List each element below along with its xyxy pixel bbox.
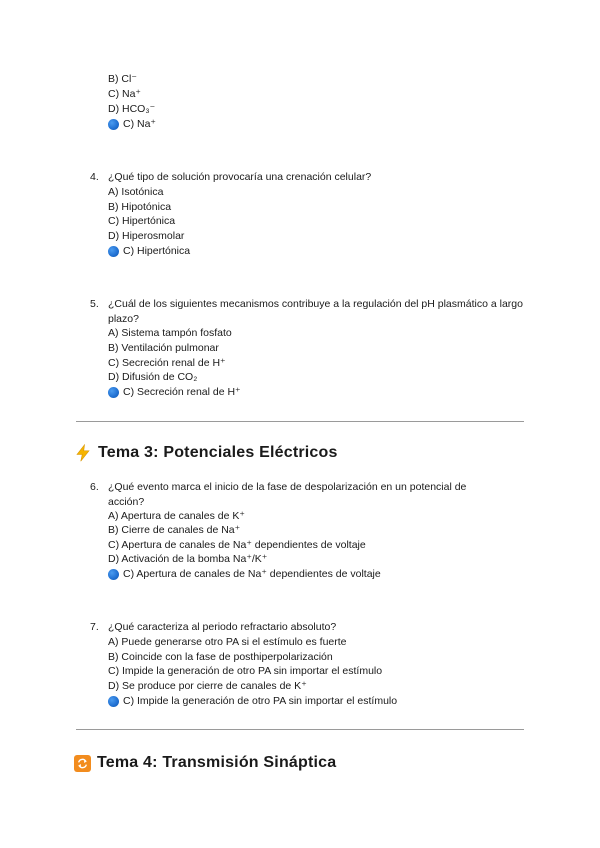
q6-option-c: C) Apertura de canales de Na⁺ dependientes de voltaje xyxy=(108,539,366,551)
q4-text: ¿Qué tipo de solución provocaría una crenación celular? xyxy=(108,171,372,183)
answer-dot-icon xyxy=(108,119,119,130)
q4-option-c: C) Hipertónica xyxy=(108,215,176,227)
q7-option-c: C) Impide la generación de otro PA sin importar el estímulo xyxy=(108,665,383,677)
q6-option-d: D) Activación de la bomba Na⁺/K⁺ xyxy=(108,553,268,565)
q5-number: 5. xyxy=(90,298,99,310)
q7-option-d: D) Se produce por cierre de canales de K⁺ xyxy=(108,680,307,692)
section-divider xyxy=(76,421,524,422)
section-divider xyxy=(76,729,524,730)
q3-answer xyxy=(108,117,156,131)
q5-option-c: C) Secreción renal de H⁺ xyxy=(108,357,226,369)
q4-answer-text: C) Hipertónica xyxy=(123,245,191,257)
section-title: Tema 4: Transmisión Sináptica xyxy=(97,754,337,771)
q3-option-d: D) HCO₃⁻ xyxy=(108,103,156,115)
q4-option-a: A) Isotónica xyxy=(108,186,164,198)
q7-answer xyxy=(108,694,397,708)
q6-option-b: B) Cierre de canales de Na⁺ xyxy=(108,524,241,536)
q3-answer-text: C) Na⁺ xyxy=(123,118,156,130)
q5-text: ¿Cuál de los siguientes mecanismos contribuye a la regulación del pH plasmático a largo plazo? xyxy=(108,298,523,325)
q7-text: ¿Qué caracteriza al periodo refractario absoluto? xyxy=(108,621,337,633)
q7-number: 7. xyxy=(90,621,99,633)
q4-option-d: D) Hiperosmolar xyxy=(108,230,185,242)
q6-number: 6. xyxy=(90,481,99,493)
q7-option-b: B) Coincide con la fase de posthiperpolarización xyxy=(108,651,333,663)
repeat-icon xyxy=(74,755,91,772)
answer-dot-icon xyxy=(108,387,119,398)
q5-answer xyxy=(108,385,241,399)
answer-dot-icon xyxy=(108,569,119,580)
section-heading-tema-3 xyxy=(74,444,338,462)
q4-answer xyxy=(108,244,190,258)
q5-option-b: B) Ventilación pulmonar xyxy=(108,342,219,354)
q4-number: 4. xyxy=(90,171,99,183)
q5-answer-text: C) Secreción renal de H⁺ xyxy=(123,386,241,398)
q5-option-a: A) Sistema tampón fosfato xyxy=(108,327,232,339)
q3-option-b: B) Cl⁻ xyxy=(108,73,137,85)
section-heading-tema-4 xyxy=(74,754,336,772)
q7-option-a: A) Puede generarse otro PA si el estímulo es fuerte xyxy=(108,636,347,648)
answer-dot-icon xyxy=(108,696,119,707)
lightning-icon xyxy=(74,444,92,462)
q3-option-c: C) Na⁺ xyxy=(108,88,141,100)
q6-answer xyxy=(108,567,381,581)
q4-option-b: B) Hipotónica xyxy=(108,201,172,213)
section-title: Tema 3: Potenciales Eléctricos xyxy=(98,444,338,461)
q7-answer-text: C) Impide la generación de otro PA sin importar el estímulo xyxy=(123,695,398,707)
q5-option-d: D) Difusión de CO₂ xyxy=(108,371,198,383)
q6-text: ¿Qué evento marca el inicio de la fase de despolarización en un potencial de acción? xyxy=(108,481,467,508)
answer-dot-icon xyxy=(108,246,119,257)
q6-option-a: A) Apertura de canales de K⁺ xyxy=(108,510,245,522)
q6-answer-text: C) Apertura de canales de Na⁺ dependientes de voltaje xyxy=(123,568,381,580)
